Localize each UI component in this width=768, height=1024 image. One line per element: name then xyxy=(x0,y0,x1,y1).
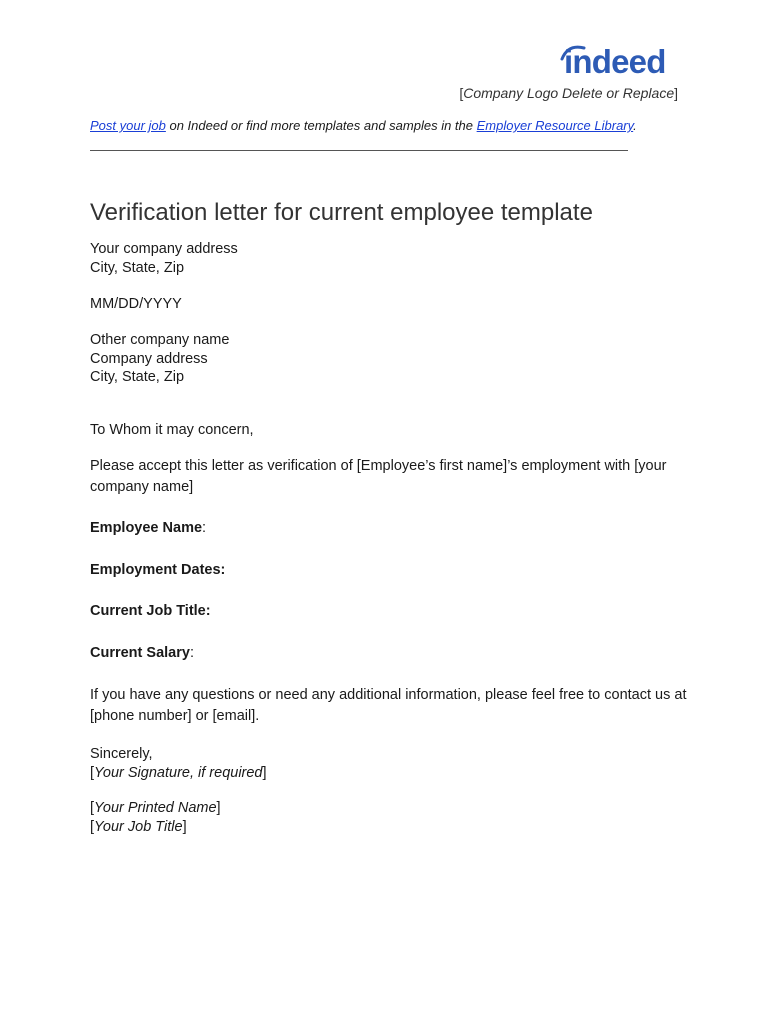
signature-open-bracket: [ xyxy=(90,764,95,781)
closing-paragraph: If you have any questions or need any additional information, please feel free to contact us at [phone number] or [email]. xyxy=(90,687,687,724)
job-title-placeholder xyxy=(90,818,221,837)
job-title-text: Your Job Title xyxy=(94,818,183,835)
post-job-link[interactable]: Post your job xyxy=(90,118,166,133)
sincerely: Sincerely, xyxy=(90,746,153,762)
signoff-block xyxy=(90,745,267,782)
job-title-open-bracket: [ xyxy=(90,818,95,835)
logo-caption-text: Company Logo Delete or Replace xyxy=(463,85,675,101)
date-block xyxy=(90,295,182,314)
signature-placeholder xyxy=(90,764,267,783)
salary-field xyxy=(90,645,194,661)
salutation-block xyxy=(90,421,254,440)
job-title-label: Current Job Title: xyxy=(90,603,211,619)
signature-text: Your Signature, if required xyxy=(94,764,263,781)
name-title-block xyxy=(90,799,221,836)
recipient-address xyxy=(90,331,229,387)
printed-name-open-bracket: [ xyxy=(90,800,95,816)
logo-wordmark: indeed xyxy=(564,43,666,80)
employment-dates-field xyxy=(90,562,225,578)
salary-colon: : xyxy=(189,645,194,661)
printed-name-text: Your Printed Name xyxy=(94,800,217,816)
job-title-close-bracket: ] xyxy=(182,818,187,835)
divider-rule xyxy=(90,150,628,151)
intro-paragraph: Please accept this letter as verification of [Employee’s first name]’s employment with [your company name] xyxy=(90,458,667,495)
signature-close-bracket: ] xyxy=(262,764,267,781)
employee-name-colon: : xyxy=(202,520,207,536)
employment-dates-label: Employment Dates: xyxy=(90,562,226,578)
employee-name-field xyxy=(90,520,206,536)
recipient-line-2: Company address xyxy=(90,350,208,367)
sender-address xyxy=(90,240,238,277)
printed-name-placeholder xyxy=(90,799,221,818)
recipient-line-1: Other company name xyxy=(90,332,230,348)
sender-line-2: City, State, Zip xyxy=(90,259,185,276)
caption-open-bracket: [ xyxy=(459,85,464,101)
employer-resource-library-link[interactable]: Employer Resource Library xyxy=(476,118,634,133)
employee-name-label: Employee Name xyxy=(90,520,203,536)
salutation: To Whom it may concern, xyxy=(90,422,254,438)
letter-date: MM/DD/YYYY xyxy=(90,296,182,312)
resource-middle-text: on Indeed or find more templates and samples in the xyxy=(165,118,477,133)
job-title-field xyxy=(90,603,211,619)
recipient-line-3: City, State, Zip xyxy=(90,369,185,386)
sender-line-1: Your company address xyxy=(90,241,238,257)
page-title: Verification letter for current employee template xyxy=(90,199,593,226)
indeed-logo xyxy=(558,42,678,82)
salary-label: Current Salary xyxy=(90,645,190,661)
resource-end: . xyxy=(633,118,637,133)
resource-line xyxy=(90,118,637,133)
caption-close-bracket: ] xyxy=(674,85,678,101)
logo-caption xyxy=(459,84,678,102)
printed-name-close-bracket: ] xyxy=(216,800,221,816)
